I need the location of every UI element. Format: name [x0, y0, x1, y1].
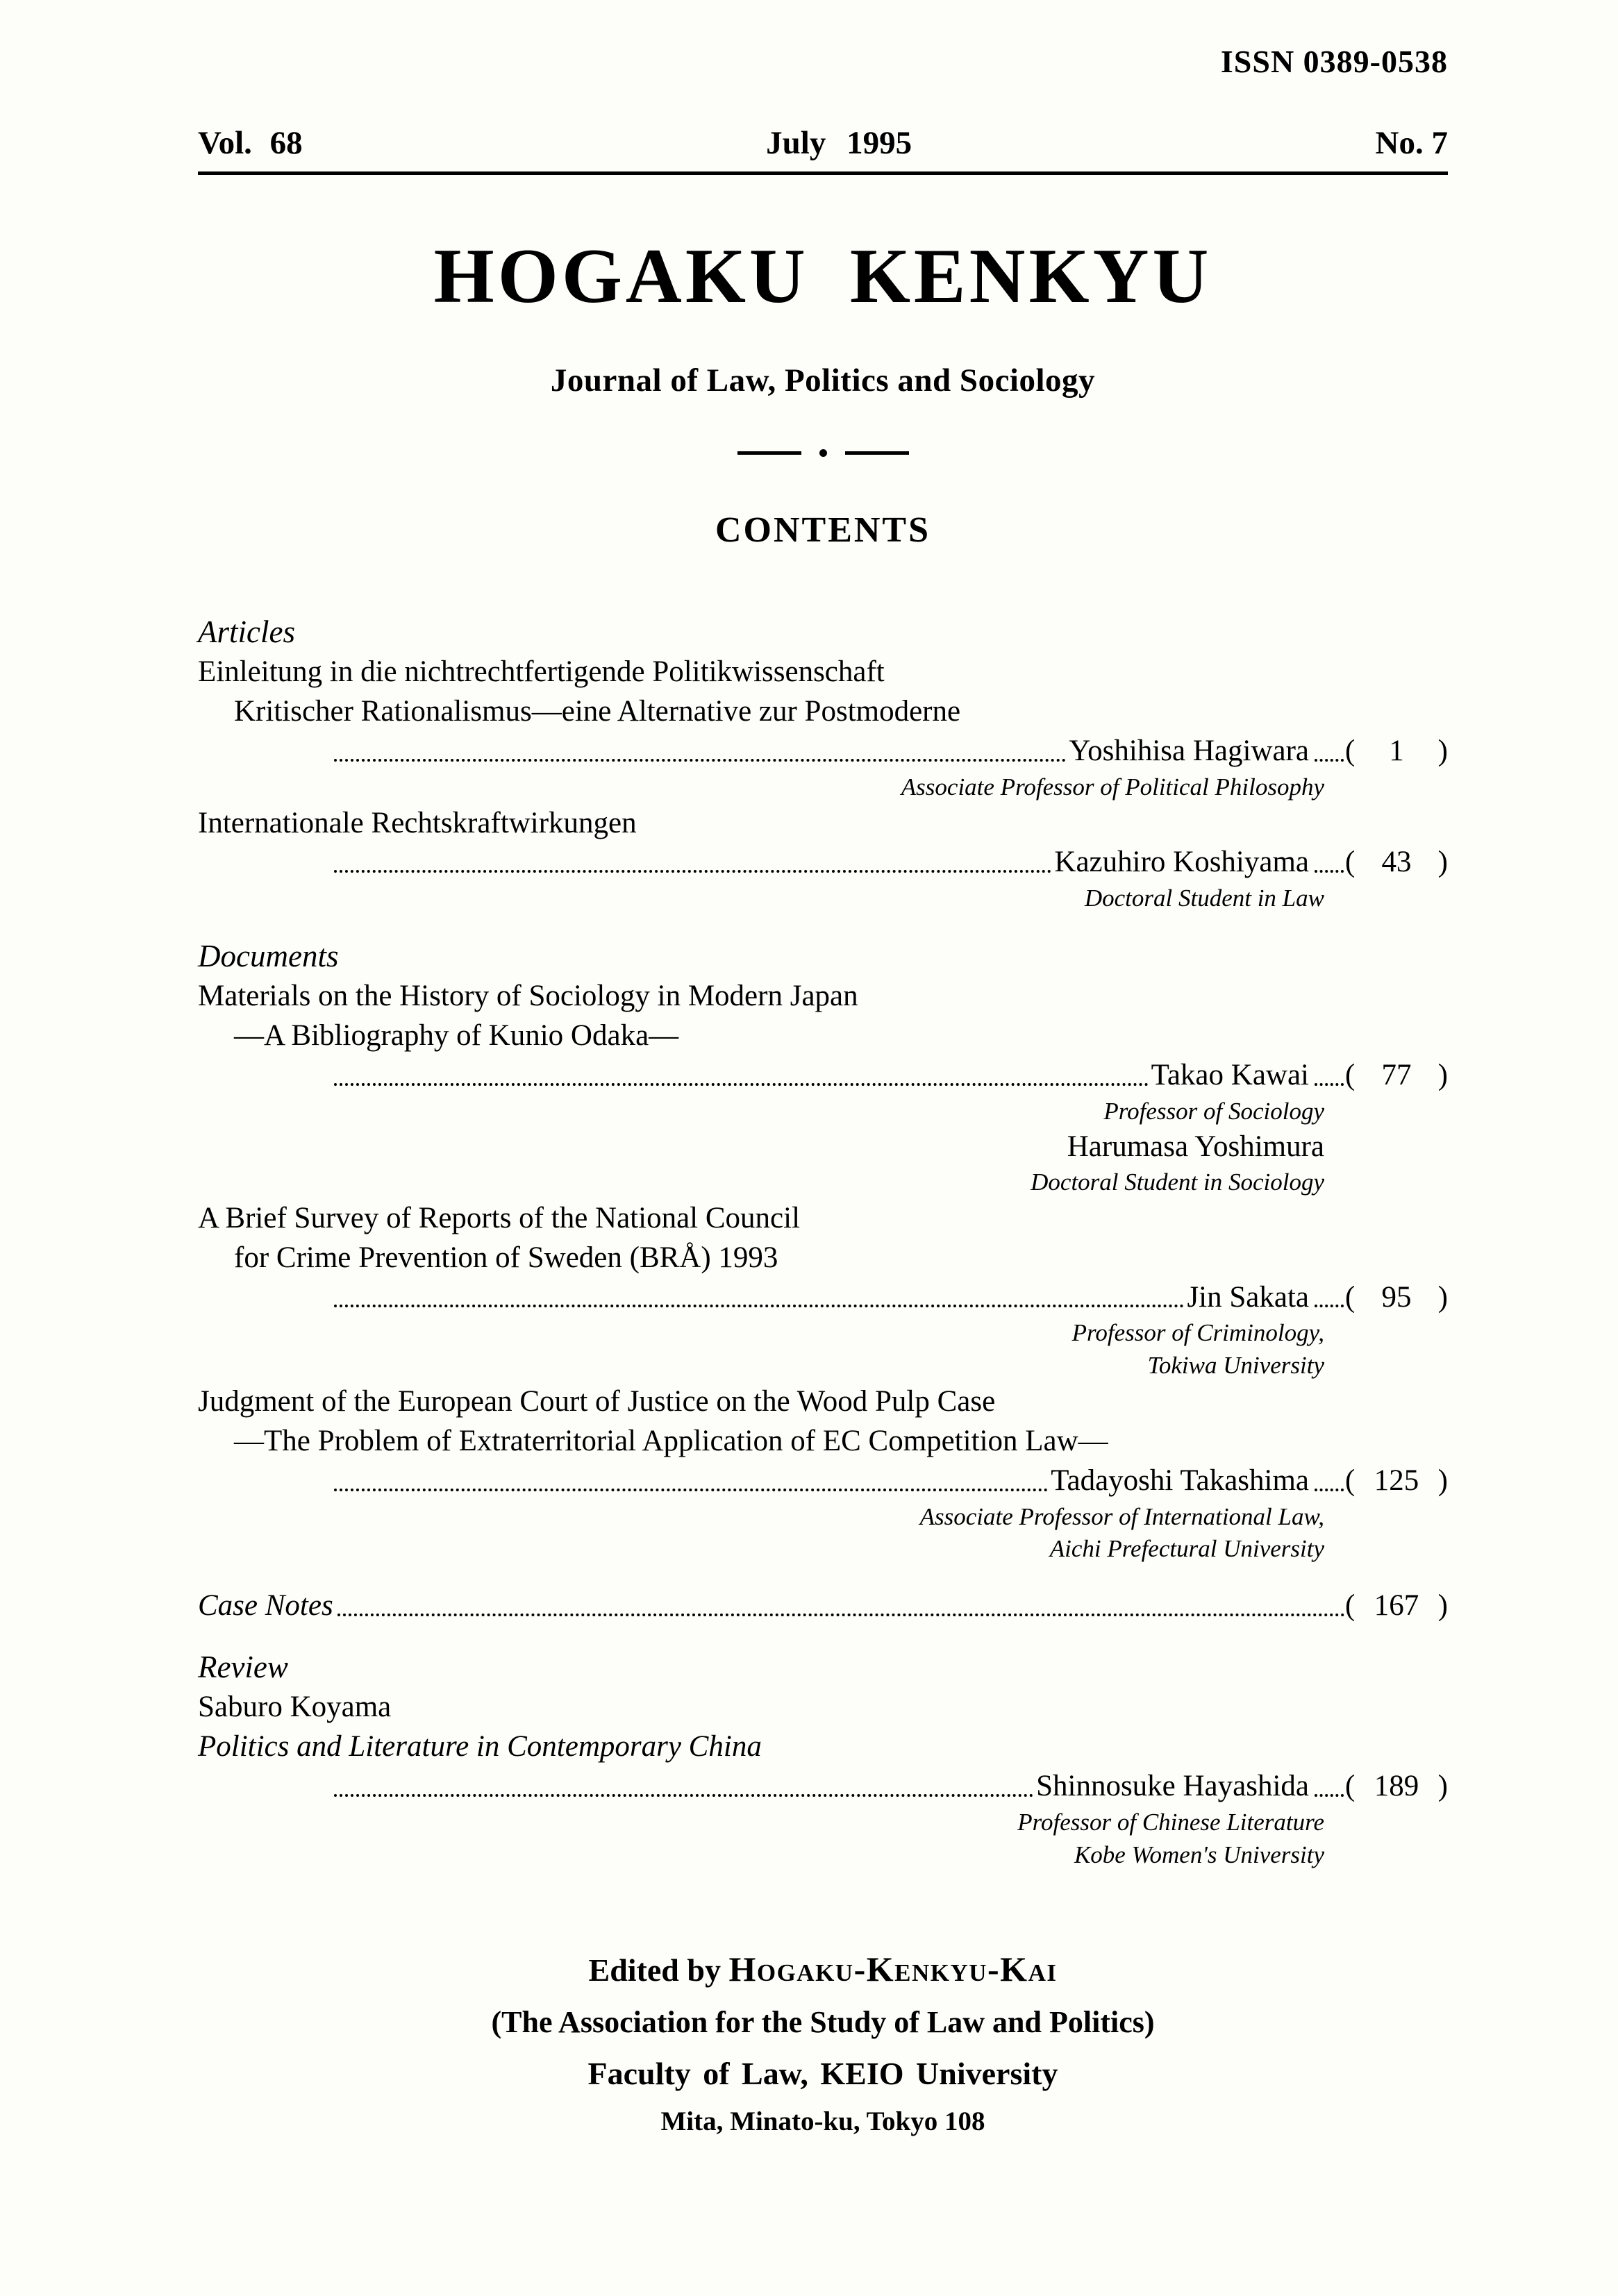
page-ref	[1345, 1278, 1448, 1318]
author-affiliation: Associate Professor of Political Philosophy	[901, 773, 1324, 801]
dot-leader-short	[1315, 870, 1344, 873]
address-line: Mita, Minato-ku, Tokyo 108	[660, 2106, 985, 2137]
author-name: Yoshihisa Hagiwara	[1069, 734, 1309, 767]
entry-author-line	[198, 1767, 1448, 1807]
page-number: 1	[1389, 734, 1404, 767]
dot-leader	[334, 1305, 1184, 1307]
volume-label: Vol. 68	[198, 125, 303, 161]
page-ref	[1345, 1586, 1448, 1626]
author-affiliation: Aichi Prefectural University	[1049, 1535, 1324, 1563]
author-name: Jin Sakata	[1187, 1280, 1309, 1314]
entry-author-line	[198, 1278, 1448, 1318]
divider-bar	[845, 451, 909, 455]
dot-leader-short	[1315, 1489, 1344, 1491]
masthead-row	[198, 124, 1448, 162]
author-name: Shinnosuke Hayashida	[1036, 1769, 1309, 1802]
author-affiliation: Associate Professor of International Law,	[919, 1502, 1324, 1530]
entry-author-line	[198, 843, 1448, 882]
contents-heading: CONTENTS	[715, 510, 931, 550]
toc-entry	[198, 1688, 1448, 1871]
toc-entry	[198, 1199, 1448, 1382]
dot-leader	[334, 1489, 1048, 1491]
ornament-divider	[198, 449, 1448, 457]
association-line: (The Association for the Study of Law and Politics)	[491, 2005, 1155, 2040]
header-rule	[198, 171, 1448, 175]
page-number: 43	[1381, 846, 1412, 879]
entry-author-line	[198, 1056, 1448, 1096]
paren-close: )	[1437, 1280, 1448, 1314]
publisher-footer	[198, 1949, 1448, 2137]
dot-leader-short	[1315, 1305, 1344, 1307]
issue-date-label: July 1995	[766, 125, 912, 161]
author-affiliation: Doctoral Student in Law	[1084, 885, 1324, 912]
author-affiliation: Doctoral Student in Sociology	[1031, 1168, 1324, 1196]
review-subject-author: Saburo Koyama	[198, 1691, 392, 1724]
page-ref	[1345, 843, 1448, 882]
paren-open: (	[1345, 1464, 1356, 1497]
entry-title-line: for Crime Prevention of Sweden (BRÅ) 1993	[234, 1241, 778, 1274]
section-label-review: Review	[198, 1650, 288, 1685]
entry-title-line: Einleitung in die nichtrechtfertigende Politikwissenschaft	[198, 655, 885, 689]
case-notes-line	[198, 1586, 1448, 1626]
page-number: 125	[1374, 1464, 1419, 1497]
dot-leader	[337, 1614, 1345, 1616]
faculty-line: Faculty of Law, KEIO University	[587, 2056, 1058, 2092]
issue-number-label: No. 7	[1375, 125, 1448, 161]
edited-by-line	[198, 1949, 1448, 1989]
entry-title-line: —A Bibliography of Kunio Odaka—	[234, 1019, 679, 1053]
paren-close: )	[1437, 846, 1448, 879]
entry-title-line: —The Problem of Extraterritorial Application of EC Competition Law—	[234, 1425, 1108, 1458]
table-of-contents	[198, 612, 1448, 1871]
page-number: 167	[1374, 1589, 1419, 1623]
entry-author-line	[198, 1461, 1448, 1501]
section-label-documents: Documents	[198, 938, 339, 973]
journal-title: HOGAKU KENKYU	[433, 233, 1212, 319]
author-affiliation: Kobe Women's University	[1074, 1841, 1324, 1868]
page-ref	[1345, 1461, 1448, 1501]
dot-leader	[334, 870, 1051, 873]
paren-open: (	[1345, 1589, 1356, 1623]
author-name: Tadayoshi Takashima	[1051, 1464, 1309, 1497]
toc-entry	[198, 653, 1448, 803]
review-work-title: Politics and Literature in Contemporary China	[198, 1730, 762, 1763]
dot-leader-short	[1315, 1083, 1344, 1086]
author-name: Kazuhiro Koshiyama	[1054, 846, 1309, 879]
author-affiliation: Professor of Chinese Literature	[1017, 1808, 1324, 1836]
divider-bar	[737, 451, 801, 455]
case-notes-label: Case Notes	[198, 1589, 333, 1623]
entry-title-line: Materials on the History of Sociology in Modern Japan	[198, 980, 858, 1013]
toc-entry	[198, 1382, 1448, 1566]
dot-leader	[334, 759, 1066, 762]
entry-title-line: Kritischer Rationalismus—eine Alternative zur Postmoderne	[234, 695, 961, 728]
toc-entry	[198, 977, 1448, 1199]
author-affiliation: Tokiwa University	[1147, 1352, 1324, 1380]
page-ref	[1345, 1767, 1448, 1807]
publisher-name: Hogaku-Kenkyu-Kai	[728, 1950, 1058, 1989]
page-number: 77	[1381, 1058, 1412, 1091]
paren-open: (	[1345, 1280, 1356, 1314]
divider-dot	[819, 449, 827, 457]
entry-title-line: A Brief Survey of Reports of the National Council	[198, 1202, 801, 1235]
paren-close: )	[1437, 1589, 1448, 1623]
paren-close: )	[1437, 734, 1448, 767]
page-ref	[1345, 732, 1448, 771]
paren-close: )	[1437, 1058, 1448, 1091]
paren-close: )	[1437, 1464, 1448, 1497]
dot-leader-short	[1315, 1794, 1344, 1797]
paren-open: (	[1345, 846, 1356, 879]
entry-author-line	[198, 732, 1448, 771]
page-number: 95	[1381, 1280, 1412, 1314]
entry-title-line: Judgment of the European Court of Justice on the Wood Pulp Case	[198, 1385, 996, 1418]
toc-entry	[198, 804, 1448, 915]
author-affiliation: Professor of Criminology,	[1071, 1319, 1324, 1347]
journal-subtitle: Journal of Law, Politics and Sociology	[550, 362, 1096, 399]
paren-open: (	[1345, 1058, 1356, 1091]
second-author-name: Harumasa Yoshimura	[1067, 1130, 1324, 1164]
entry-title-line: Internationale Rechtskraftwirkungen	[198, 806, 637, 839]
paren-close: )	[1437, 1769, 1448, 1802]
dot-leader	[334, 1794, 1033, 1797]
section-label-articles: Articles	[198, 614, 295, 649]
dot-leader-short	[1315, 759, 1344, 762]
page-number: 189	[1374, 1769, 1419, 1802]
dot-leader	[334, 1083, 1149, 1086]
paren-open: (	[1345, 734, 1356, 767]
page-ref	[1345, 1056, 1448, 1096]
paren-open: (	[1345, 1769, 1356, 1802]
edited-by-prefix: Edited by	[588, 1952, 721, 1988]
author-name: Takao Kawai	[1151, 1058, 1309, 1091]
author-affiliation: Professor of Sociology	[1103, 1097, 1324, 1125]
issn-label: ISSN 0389-0538	[1220, 44, 1448, 79]
